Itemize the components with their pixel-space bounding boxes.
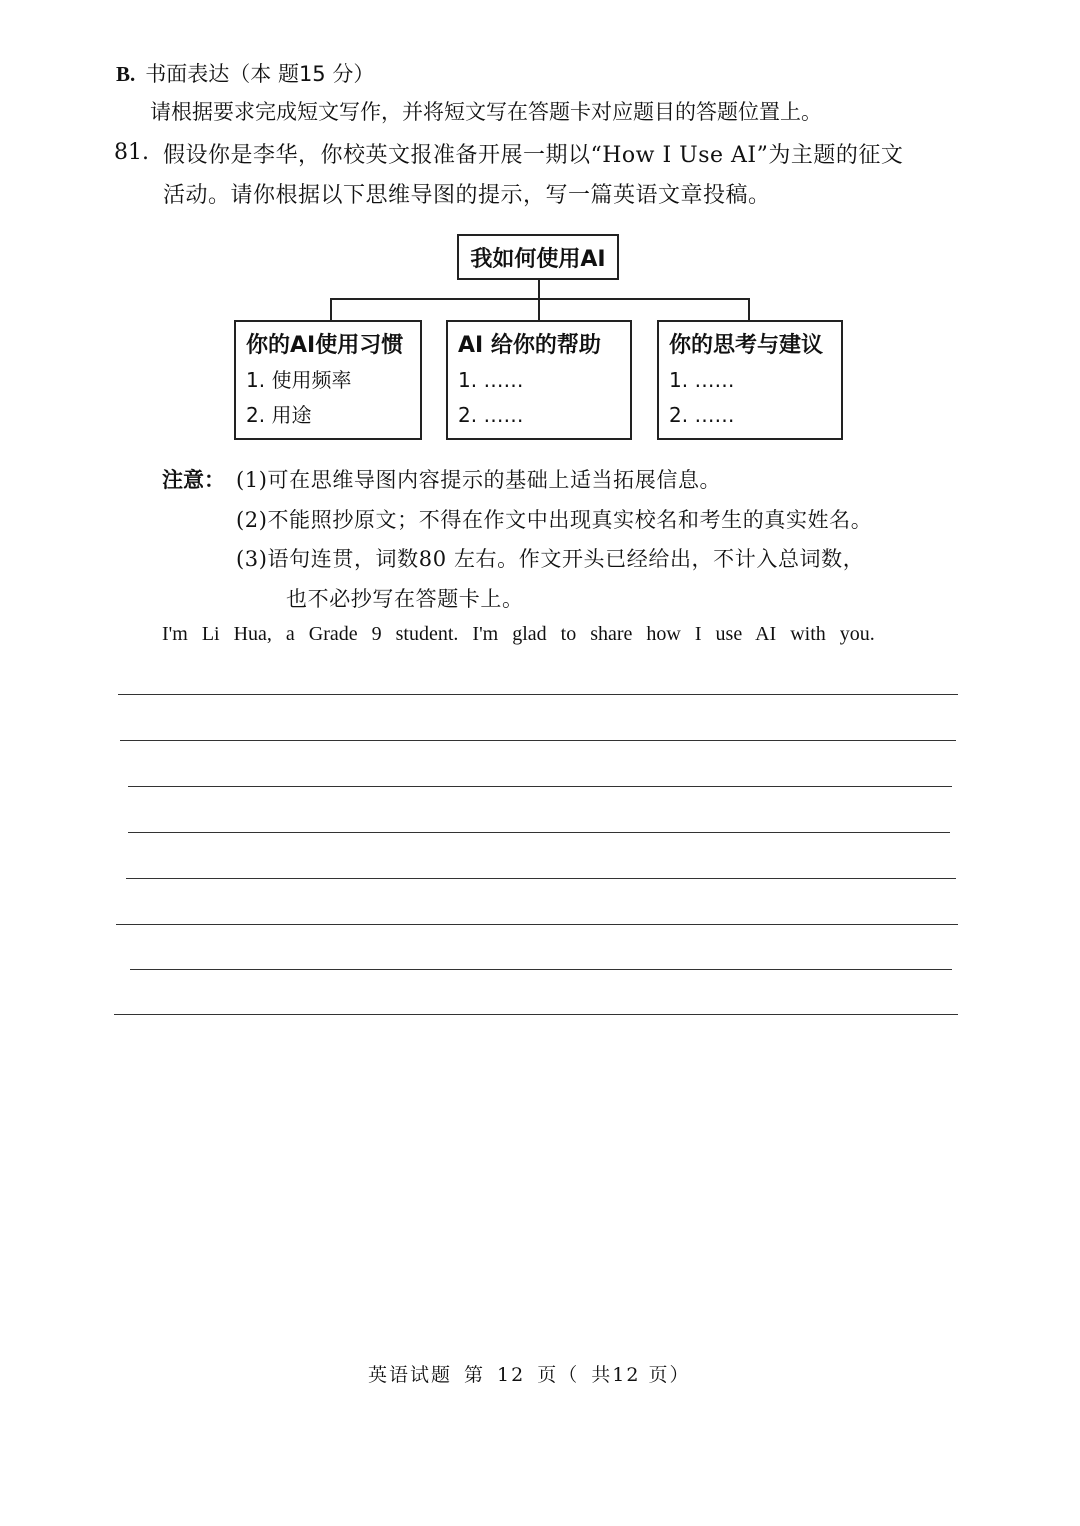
mind-map-branch-thoughts [657, 320, 843, 440]
mind-map-connector [538, 280, 540, 299]
footer-page-prefix: 第 [464, 1364, 486, 1386]
writing-line[interactable] [126, 878, 956, 879]
instruction: 请根据要求完成短文写作，并将短文写在答题卡对应题目的答题位置上。 [150, 100, 822, 124]
branch-title: 你的AI使用习惯 [246, 333, 404, 358]
writing-line[interactable] [128, 786, 952, 787]
mind-map-branch-help [446, 320, 632, 440]
page-footer [368, 1360, 702, 1387]
branch-item: 1. …… [669, 368, 735, 392]
branch-title: AI 给你的帮助 [458, 333, 601, 358]
mind-map-root: 我如何使用AI [457, 234, 619, 280]
section-title: 书面表达（本 题15 分） [145, 62, 375, 86]
question-number: 81. [114, 140, 149, 165]
note-item: (1)可在思维导图内容提示的基础上适当拓展信息。 [236, 468, 722, 492]
mind-map-connector [330, 298, 750, 300]
footer-subject: 英语试题 [368, 1364, 453, 1386]
mind-map-connector [330, 298, 332, 320]
mind-map-connector [748, 298, 750, 320]
note-item: (3)语句连贯，词数80 左右。作文开头已经给出，不计入总词数， [236, 547, 865, 571]
writing-line[interactable] [128, 832, 950, 833]
branch-item: 2. …… [458, 403, 524, 427]
branch-item: 1. …… [458, 368, 524, 392]
section-label: B. [116, 62, 136, 86]
writing-line[interactable] [120, 740, 956, 741]
mind-map-connector [538, 298, 540, 320]
footer-page-suffix: 页（ [537, 1364, 580, 1386]
footer-total: 共12 页） [591, 1364, 691, 1386]
notes-label: 注意： [162, 468, 225, 492]
writing-line[interactable] [130, 969, 952, 970]
footer-page-number: 12 [497, 1364, 526, 1386]
branch-title: 你的思考与建议 [669, 333, 824, 358]
question-text-line2: 活动。请你根据以下思维导图的提示，写一篇英语文章投稿。 [163, 183, 771, 208]
branch-item: 2. 用途 [246, 403, 312, 427]
mind-map-branch-habits [234, 320, 422, 440]
note-item: 也不必抄写在答题卡上。 [286, 587, 524, 611]
branch-item: 1. 使用频率 [246, 368, 352, 392]
starter-sentence: I'm Li Hua, a Grade 9 student. I'm glad to share how I use AI with you. [162, 623, 875, 645]
section-header [116, 58, 374, 88]
writing-line[interactable] [118, 694, 958, 695]
writing-line[interactable] [116, 924, 958, 925]
note-item: (2)不能照抄原文；不得在作文中出现真实校名和考生的真实姓名。 [236, 508, 873, 532]
question-text-line1: 假设你是李华，你校英文报准备开展一期以“How I Use AI”为主题的征文 [163, 143, 904, 168]
writing-line[interactable] [114, 1014, 958, 1015]
branch-item: 2. …… [669, 403, 735, 427]
